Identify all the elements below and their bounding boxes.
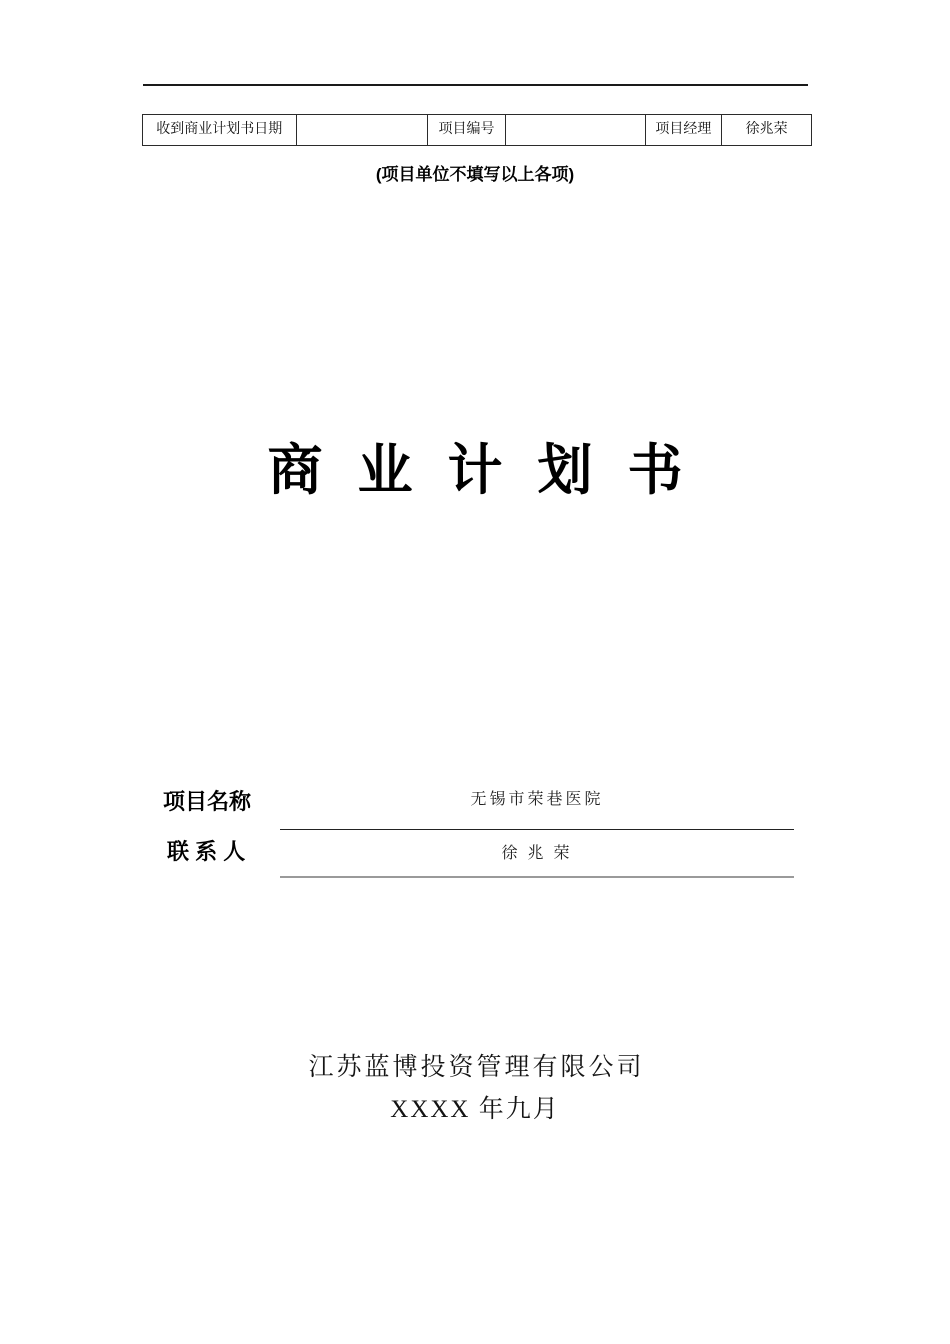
header-table <box>142 114 812 146</box>
contact-value: 徐 兆 荣 <box>501 845 573 862</box>
table-cell-project-manager-value: 徐兆荣 <box>721 115 811 145</box>
contact-underline <box>280 876 794 878</box>
contact-label: 联 系 人 <box>167 839 246 864</box>
table-cell-receive-date-label: 收到商业计划书日期 <box>156 122 283 137</box>
table-cell-receive-date-value <box>296 115 428 145</box>
project-name-value: 无锡市荣巷医院 <box>470 791 604 808</box>
project-name-underline <box>280 829 794 830</box>
footer-date: XXXX 年九月 <box>390 1096 560 1123</box>
table-cell-project-number-value <box>505 115 645 145</box>
document-title: 商业计划书 <box>267 439 718 501</box>
footer-company-name: 江苏蓝博投资管理有限公司 <box>308 1054 645 1081</box>
table-cell-project-number-label: 项目编号 <box>427 115 505 145</box>
project-name-label: 项目名称 <box>163 789 252 814</box>
table-cell-project-manager-label: 项目经理 <box>645 115 722 145</box>
table-caption: (项目单位不填写以上各项) <box>375 165 575 184</box>
top-horizontal-rule <box>143 84 808 86</box>
